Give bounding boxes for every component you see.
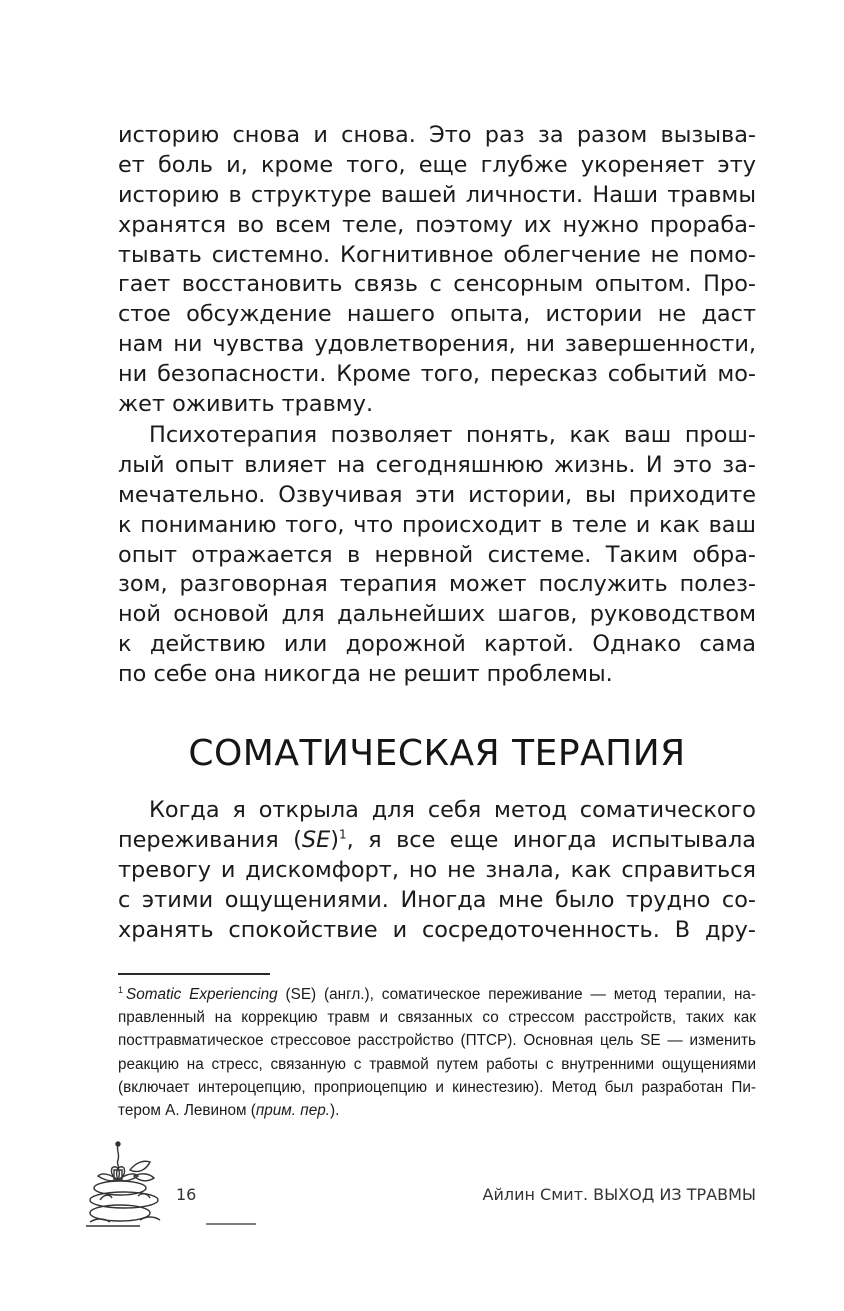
footnote-divider	[118, 973, 270, 975]
italic-term: Somatic Experiencing	[126, 986, 278, 1003]
footnote-line: правленный на коррекцию травм и связанных со стрессом расстройств, таких как	[118, 1009, 756, 1027]
text-line: жет оживить травму.	[118, 391, 374, 418]
text-line: стое обсуждение нашего опыта, истории не даст	[118, 301, 756, 328]
text-line: ни безопасности. Кроме того, пересказ событий мо-	[118, 361, 756, 388]
text-line: по себе она никогда не решит проблемы.	[118, 661, 613, 688]
paragraph-1	[118, 121, 756, 420]
text-line: мечательно. Озвучивая эти истории, вы приходите	[118, 481, 756, 508]
paragraph-3	[118, 796, 756, 945]
text-line: Когда я открыла для себя метод соматического	[149, 797, 756, 823]
text-line: тревогу и дискомфорт, но не знала, как справиться	[118, 856, 756, 883]
text-line: опыт отражается в нервной системе. Таким обра-	[118, 541, 756, 568]
text-line: ет боль и, кроме того, еще глубже укореняет эту	[118, 151, 756, 178]
text-line: зом, разговорная терапия может послужить полез-	[118, 571, 756, 598]
footnote-line: (включает интероцепцию, проприоцепцию и кинестезию). Метод был разработан Пи-	[118, 1078, 756, 1096]
text-line: с этими ощущениями. Иногда мне было трудно со-	[118, 886, 756, 913]
text-line: Психотерапия позволяет понять, как ваш прош-	[149, 422, 756, 448]
footnote-line: реакцию на стресс, связанную с травмой путем работы с внутренними ощущениями	[118, 1055, 756, 1073]
text-line: к действию или дорожной картой. Однако сама	[118, 631, 756, 658]
section-heading: СОМАТИЧЕСКАЯ ТЕРАПИЯ	[188, 733, 686, 774]
footnote-line: посттравматическое стрессовое расстройство (ПТСР). Основная цель SE — изменить	[118, 1032, 756, 1050]
footnote-line	[118, 1099, 756, 1122]
italic-abbrev: SE	[301, 826, 331, 853]
running-title: Айлин Смит. ВЫХОД ИЗ ТРАВМЫ	[482, 1185, 756, 1204]
text-fragment: (SE) (англ.), соматическое переживание — метод терапии, на-	[277, 986, 756, 1003]
text-line: к пониманию того, что происходит в теле и как ваш	[118, 511, 756, 538]
text-fragment: ).	[329, 1101, 340, 1119]
text-line: историю снова и снова. Это раз за разом вызыва-	[118, 122, 756, 148]
italic-note: прим. пер.	[255, 1101, 330, 1119]
text-line: гает восстановить связь с сенсорным опытом. Про-	[118, 271, 756, 298]
footnote-line	[118, 983, 756, 1006]
text-fragment: переживания (	[118, 826, 302, 853]
footnote-reference[interactable]: 1	[339, 827, 347, 842]
text-line: историю в структуре вашей личности. Наши травмы	[118, 181, 756, 208]
page-number: 16	[176, 1185, 197, 1204]
text-fragment: , я все еще иногда испытывала	[346, 826, 756, 853]
footnote-marker: 1	[118, 984, 124, 995]
text-line: нам ни чувства удовлетворения, ни завершенности,	[118, 331, 756, 358]
text-fragment: тером А. Левином (	[118, 1101, 256, 1119]
text-line: лый опыт влияет на сегодняшнюю жизнь. И это за-	[118, 451, 756, 478]
text-line: тывать системно. Когнитивное облегчение не помо-	[118, 241, 756, 268]
zen-stones-ornament-icon	[80, 1140, 270, 1230]
text-line: ной основой для дальнейших шагов, руководством	[118, 601, 756, 628]
text-line	[118, 826, 756, 856]
paragraph-2	[118, 421, 756, 690]
text-line: хранятся во всем теле, поэтому их нужно прораба-	[118, 211, 756, 238]
text-line: хранять спокойствие и сосредоточенность. В дру-	[118, 916, 756, 943]
footnote	[118, 983, 756, 1122]
text-fragment: )	[330, 826, 339, 853]
